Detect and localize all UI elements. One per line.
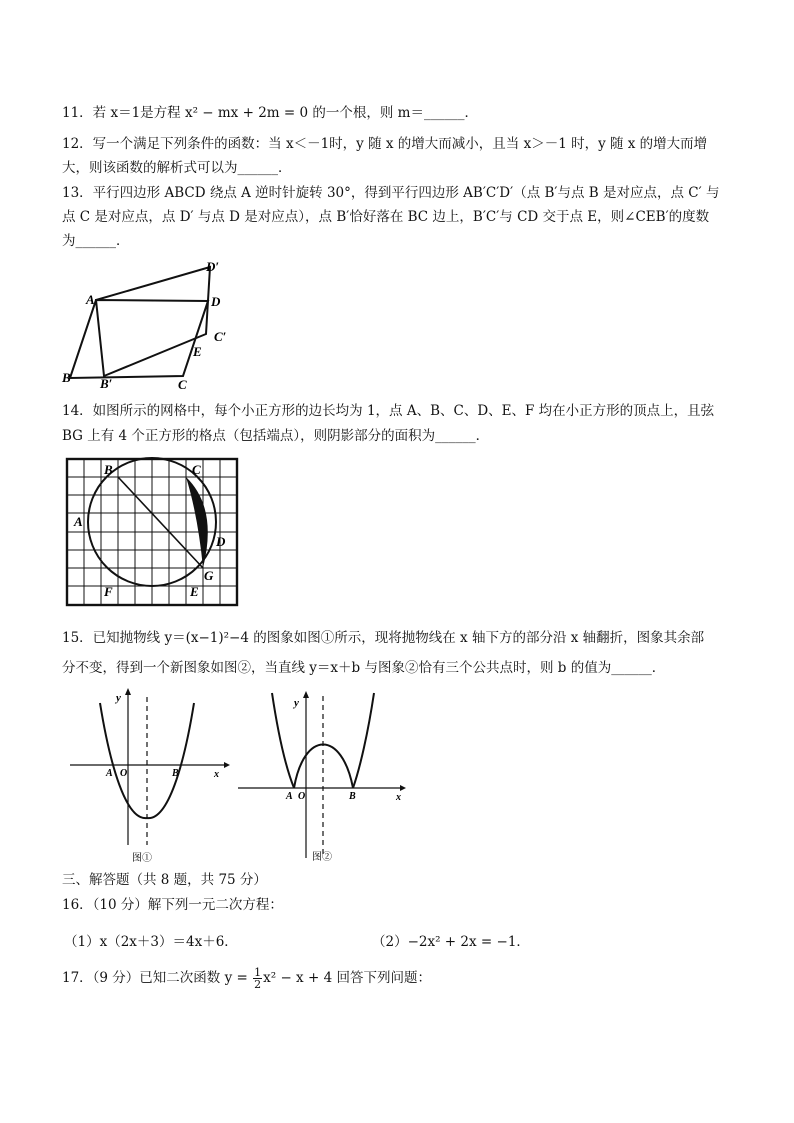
label-c: C [192, 462, 201, 477]
section-3-title: 三、解答题（共 8 题，共 75 分） [62, 872, 267, 888]
question-12-line-2: 大，则该函数的解析式可以为______． [62, 160, 292, 176]
label-o: O [120, 768, 128, 779]
fraction-one-half [253, 967, 262, 990]
figure-q13-parallelograms [58, 256, 258, 391]
label-f: F [104, 584, 113, 599]
question-17-prefix: 17．（9 分）已知二次函数 y = [62, 970, 248, 986]
label-e: E [190, 584, 199, 599]
label-a: A [74, 514, 83, 529]
parallelogram-abcd [70, 300, 208, 378]
figure-q14-grid-circle [64, 456, 242, 608]
label-d: D [211, 294, 221, 309]
label-y: y [294, 697, 299, 709]
question-12-line-1: 12．写一个满足下列条件的函数：当 x＜－1时，y 随 x 的增大而减小，且当 x＞－1 时，y 随 x 的增大而增 [62, 136, 708, 152]
question-14-line-1: 14．如图所示的网格中，每个小正方形的边长均为 1，点 A、B、C、D、E、F 均在小正方形的顶点上，且弦 [62, 403, 715, 419]
label-b: B [104, 462, 113, 477]
label-b: B [349, 791, 356, 802]
figure-q15-graph-1 [66, 685, 230, 865]
label-e: E [193, 344, 202, 359]
question-15-line-2: 分不变，得到一个新图象如图②，当直线 y＝x＋b 与图象②恰有三个公共点时，则 b 的值为______． [62, 660, 666, 676]
label-x: x [214, 769, 219, 780]
question-13-line-1: 13．平行四边形 ABCD 绕点 A 逆时针旋转 30°，得到平行四边形 AB′C′D′（点 B′与点 B 是对应点，点 C′ 与 [62, 185, 720, 201]
question-13-line-3: 为______． [62, 233, 130, 249]
question-16-part-1: （1）x（2x＋3）＝4x＋6． [64, 934, 238, 950]
question-16-intro: 16．（10 分）解下列一元二次方程： [62, 897, 283, 913]
fraction-denominator: 2 [254, 978, 262, 991]
label-a: A [286, 791, 293, 802]
label-d: D [216, 534, 226, 549]
label-o: O [298, 791, 306, 802]
parallelogram-ab-c-d [96, 267, 210, 376]
label-y: y [116, 692, 121, 704]
label-d-prime: D′ [206, 259, 220, 274]
label-b: B [172, 768, 179, 779]
label-b: B [62, 370, 71, 385]
label-a: A [86, 292, 95, 307]
label-a: A [106, 768, 113, 779]
caption-figure-2: 图② [312, 852, 332, 863]
caption-figure-1: 图① [132, 853, 152, 864]
question-11: 11．若 x＝1是方程 x² − mx + 2m = 0 的一个根，则 m＝______． [62, 105, 478, 121]
question-16-part-2: （2）−2x² + 2x = −1． [372, 934, 530, 950]
label-c: C [178, 377, 187, 391]
question-17 [62, 966, 742, 990]
label-b-prime: B′ [100, 376, 113, 391]
label-g: G [204, 568, 214, 583]
question-17-suffix: x² − x + 4 回答下列问题： [263, 970, 431, 986]
question-13-line-2: 点 C 是对应点，点 D′ 与点 D 是对应点），点 B′恰好落在 BC 边上，B′C′与 CD 交于点 E，则∠CEB′的度数 [62, 209, 710, 225]
fraction-numerator: 1 [254, 966, 262, 979]
label-c-prime: C′ [214, 329, 227, 344]
label-x: x [396, 792, 401, 803]
question-15-line-1: 15．已知抛物线 y＝(x−1)²−4 的图象如图①所示，现将抛物线在 x 轴下方的部分沿 x 轴翻折，图象其余部 [62, 630, 705, 646]
figure-q15-graph-2 [236, 688, 412, 864]
question-14-line-2: BG 上有 4 个正方形的格点（包括端点），则阴影部分的面积为______． [62, 428, 490, 444]
